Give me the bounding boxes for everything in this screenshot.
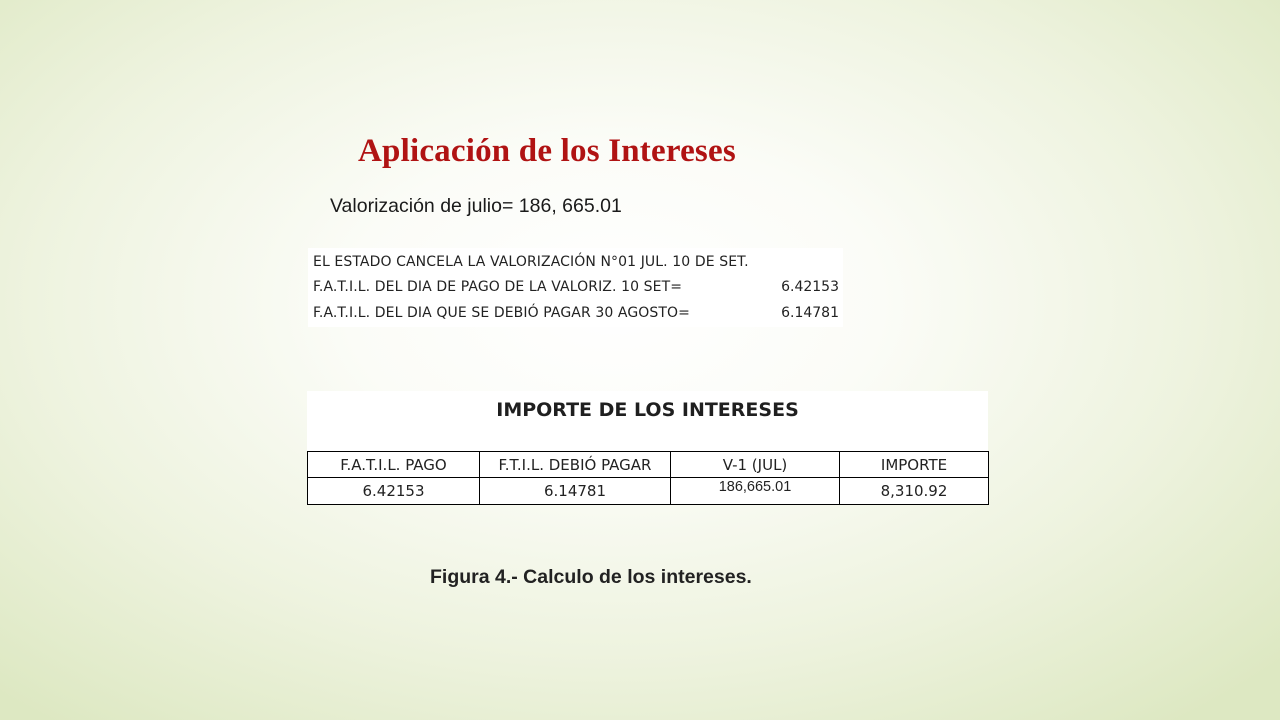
table-cell: 8,310.92	[840, 478, 989, 505]
column-header-ftil-debio-pagar: F.T.I.L. DEBIÓ PAGAR	[480, 452, 671, 478]
interest-data-table	[307, 451, 989, 505]
info-line-value: 6.14781	[781, 305, 839, 321]
info-line-label: EL ESTADO CANCELA LA VALORIZACIÓN N°01 JUL. 10 DE SET.	[313, 254, 749, 270]
info-line-label: F.A.T.I.L. DEL DIA DE PAGO DE LA VALORIZ. 10 SET=	[313, 279, 683, 295]
valuation-subtitle: Valorización de julio= 186, 665.01	[330, 195, 622, 217]
info-line	[313, 300, 839, 326]
page-title: Aplicación de los Intereses	[358, 133, 736, 169]
info-line	[313, 249, 839, 275]
column-header-v1-jul: V-1 (JUL)	[671, 452, 840, 478]
table-cell: 6.42153	[308, 478, 480, 505]
table-cell: 6.14781	[480, 478, 671, 505]
figure-caption: Figura 4.- Calculo de los intereses.	[430, 566, 752, 588]
table-header-row	[308, 452, 989, 478]
info-line-value: 6.42153	[781, 279, 839, 295]
column-header-fatil-pago: F.A.T.I.L. PAGO	[308, 452, 480, 478]
interest-table-title: IMPORTE DE LOS INTERESES	[496, 399, 799, 421]
interest-table	[307, 391, 988, 505]
payment-info-block	[308, 248, 843, 327]
table-cell: 186,665.01	[671, 478, 840, 505]
table-row	[308, 478, 989, 505]
column-header-importe: IMPORTE	[840, 452, 989, 478]
info-line	[313, 274, 839, 300]
info-line-label: F.A.T.I.L. DEL DIA QUE SE DEBIÓ PAGAR 30 AGOSTO=	[313, 305, 690, 321]
